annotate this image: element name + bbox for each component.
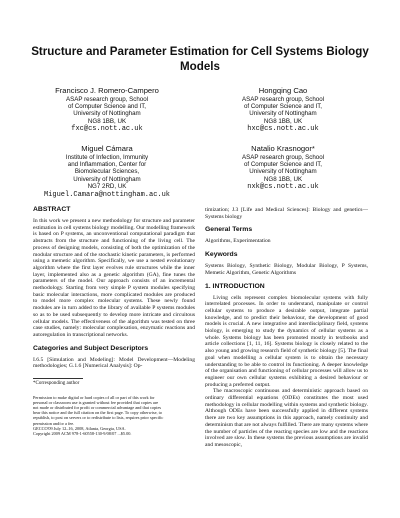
author-affiliation-line: and Inflammation, Center for xyxy=(67,161,147,168)
permission-line: personal or classroom use is granted without fee provided that copies are xyxy=(33,400,159,406)
author-name: Natalio Krasnogor* xyxy=(251,144,315,153)
author-affiliation-line: University of Nottingham xyxy=(73,110,141,118)
author-affiliation-line: ASAP research group, School xyxy=(65,95,149,103)
author-affiliation-line: of Computer Science and IT, xyxy=(243,161,323,168)
keywords-heading: Keywords xyxy=(205,251,238,259)
categories-text: I.6.5 [Simulation and Modeling]: Model Development—Modeling methodologies; G.1.6 [Numerical Analysis]: Op- xyxy=(33,356,195,370)
paper-title: Structure and Parameter Estimation for Cell Systems Biology Models xyxy=(31,45,369,73)
author-affiliation-line: University of Nottingham xyxy=(249,168,317,176)
author-block-3 xyxy=(38,145,176,199)
permission-block xyxy=(33,395,195,436)
abstract-text: In this work we present a new methodology for structure and parameter estimation in cell systems biology modelling. Our modelling framework is based on P systems, an unconventional computational paradigm that abstracts from the structure and functioning of the living cell. The process of designing models, consisting of both the optimization of the modular structure and of the stochastic kinetic parameters, is performed using a memetic algorithm. Specifically, we use a nested evolutionary algorithm where the first layer evolves rule structures while the inner layer, implemented also as a genetic algorithm (GA), fine tunes the parameters of the model. Our approach consists of an incremental methodology. Starting from very simple P system modules specifying basic molecular interactions, more complicated modules are produced to model more complex molecular systems. These newly found modules are in turn added to the library of available P systems modules so as to be used subsequently to develop more intricate and circuitous cellular models. The effectiveness of the algorithm was tested on three case studies, namely: molecular complexation, enzymatic reactions and autoregulation in transcriptional networks. xyxy=(33,218,195,338)
permission-line: GECCO'09 July 12–16, 2008, Atlanta, Georgia, USA. xyxy=(33,425,126,431)
author-block-2 xyxy=(224,87,342,133)
author-affiliation-line: ASAP research group, School xyxy=(241,153,325,161)
categories-heading: Categories and Subject Descriptors xyxy=(33,344,149,352)
author-block-1 xyxy=(48,87,166,133)
author-affiliation-line: NG7 2RD, UK xyxy=(87,183,127,191)
author-affiliation-line: University of Nottingham xyxy=(73,175,141,183)
general-terms-heading: General Terms xyxy=(205,226,253,234)
footnote: *Corresponding author xyxy=(33,381,80,387)
author-name: Francisco J. Romero-Campero xyxy=(55,86,159,95)
author-email: fxc@cs.nott.ac.uk xyxy=(71,125,143,134)
author-email: nxk@cs.nott.ac.uk xyxy=(247,183,319,192)
author-name: Hongqing Cao xyxy=(258,86,308,95)
intro-paragraph: Living cells represent complex biomolecular systems with fully interrelated processes. In order to understand, manipulate or control cellular systems to produce a desirable output, integrate partial knowledge, and to predict their behaviour, the development of good models is crucial. A new integrative and interdisciplinary field, systems biology, is emerging to study the dynamics of cellular systems as a whole. Systems biology has been promoted mostly in textbooks and article collections [1, 11, 16]. Systems biology is closely related to the also young and growing research field of synthetic biology [5]. The final goal when modelling a cellular system is to obtain the necessary understanding to be able to control its functioning. A deeper knowledge of the organisation and functioning of cellular processes will allow us to engineer our own cellular systems exhibiting a desired behaviour or producing a preferred output. xyxy=(205,294,368,388)
author-affiliation-line: NG8 1BB, UK xyxy=(87,117,127,125)
author-name: Miguel Cámara xyxy=(81,144,133,153)
general-terms-text: Algorithms, Experimentation xyxy=(205,238,271,245)
author-affiliation-line: NG8 1BB, UK xyxy=(263,175,303,183)
intro-paragraph: The macroscopic continuous and deterministic approach based on ordinary differential equations (ODEs) constitutes the most used methodology in cellular modelling within systems and synthetic biology. Although ODEs have been successfully applied in different systems there are two key assumptions in this approach, namely continuity and determinism that are not always fulfilled. There are many systems where the number of particles of the reacting species are low and the reactions involved are slow. In these systems the previous assumptions are invalid and mesoscopic, xyxy=(205,388,368,448)
author-affiliation-line: Biomolecular Sciences, xyxy=(74,168,140,176)
author-affiliation-line: of Computer Science and IT, xyxy=(243,103,323,110)
keywords-text: Systems Biology, Synthetic Biology, Modular Biology, P Systems, Memetic Algorithm, Genetic Algorithms xyxy=(205,263,368,276)
author-block-4 xyxy=(224,145,342,191)
permission-line: republish, to post on servers or to redistribute to lists, requires prior specific xyxy=(33,415,164,421)
right-column xyxy=(205,207,368,449)
author-email: hxc@cs.nott.ac.uk xyxy=(247,125,319,134)
footnote-rule xyxy=(33,378,83,379)
categories-continued: timization; J.3 [Life and Medical Sciences]: Biology and genetics—Systems biology xyxy=(205,207,368,220)
author-affiliation-line: ASAP research group, School xyxy=(241,95,325,103)
left-column xyxy=(33,206,195,436)
permission-line: Copyright 2009 ACM 978-1-60558-130-9/08/07 ...$5.00. xyxy=(33,430,132,436)
abstract-heading: ABSTRACT xyxy=(33,206,71,213)
author-affiliation-line: Institute of Infection, Immunity xyxy=(65,153,149,161)
author-affiliation-line: NG8 1BB, UK xyxy=(263,117,303,125)
author-affiliation-line: of Computer Science and IT, xyxy=(67,103,147,110)
permission-line: bear this notice and the full citation on the first page. To copy otherwise, to xyxy=(33,410,162,416)
introduction-heading: 1. INTRODUCTION xyxy=(205,282,265,290)
permission-line: Permission to make digital or hard copies of all or part of this work for xyxy=(33,395,155,401)
author-email: Miguel.Camara@nottingham.ac.uk xyxy=(43,190,171,199)
permission-line: permission and/or a fee. xyxy=(33,420,75,426)
permission-line: not made or distributed for profit or commercial advantage and that copies xyxy=(33,405,162,411)
author-affiliation-line: University of Nottingham xyxy=(249,110,317,118)
